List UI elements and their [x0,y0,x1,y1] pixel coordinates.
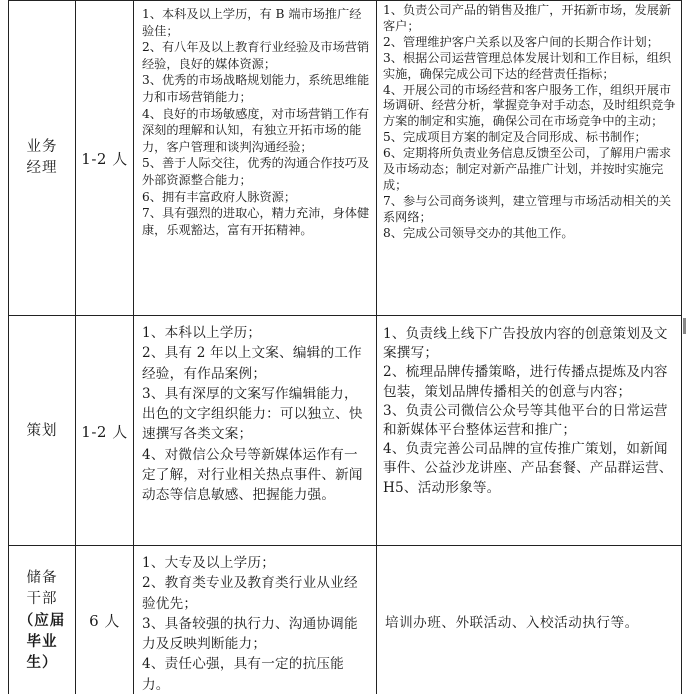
title-line: （应届 [18,612,66,629]
requirement-item: 6、拥有丰富政府人脉资源； [142,189,297,204]
requirement-item: 1、大专及以上学历； [142,555,275,571]
requirement-item: 7、具有强烈的进取心，精力充沛，身体健康，乐观豁达，富有开拓精神。 [142,206,370,237]
row-title-reserve-cadre [9,547,75,694]
requirement-item: 2、有八年及以上教育行业经验及市场营销经验，良好的媒体资源； [142,40,370,71]
headcount [76,547,133,694]
title-line: 策划 [26,422,58,439]
requirement-item: 4、责任心强，具有一定的抗压能力。 [142,656,344,693]
requirement-item: 3、具备较强的执行力、沟通协调能力及反映判断能力； [142,615,358,653]
duty-item: 2、管理维护客户关系以及客户间的长期合作计划； [383,34,659,49]
row-divider [8,545,682,546]
duties-cell [377,547,681,694]
headcount-value: 1-2 人 [81,149,128,168]
row-divider [8,0,682,1]
duty-item: 6、定期将所负责业务信息反馈至公司，了解用户需求及市场动态；制定对新产品推广计划，并按时实施完成； [383,146,672,192]
duty-item: 4、开展公司的市场经营和客户服务工作，组织开展市场调研、经营分析，掌握竞争对手动态，及时组织竞争方案的制定和实施，确保公司在市场竞争中的主动； [383,82,676,129]
title-line: 生） [26,654,58,671]
requirement-item: 4、良好的市场敏感度，对市场营销工作有深刻的理解和认知，有独立开拓市场的能力，客户管理和谈判沟通经验； [142,106,370,154]
row-title-planner [9,317,75,545]
headcount [76,317,133,545]
table-border-right [681,0,682,694]
requirements-cell [134,317,376,545]
duty-item: 2、梳理品牌传播策略，进行传播点提炼及内容包装，策划品牌传播相关的创意与内容； [383,364,668,400]
row-divider [8,315,682,316]
duty-item: 7、参与公司商务谈判，建立管理与市场活动相关的关系网络； [383,193,672,224]
title-line: 储备 [26,570,58,586]
duty-item: 8、完成公司领导交办的其他工作。 [383,225,574,240]
requirement-item: 1、本科以上学历； [142,325,262,341]
requirements-cell [134,2,376,314]
duty-item: 1、负责公司产品的销售及推广，开拓新市场，发展新客户； [383,3,672,33]
headcount-value: 6 人 [89,612,120,630]
duties-cell [377,2,681,314]
headcount [76,2,133,314]
requirement-item: 1、本科及以上学历，有 B 端市场推广经验佳； [142,7,362,38]
duty-item: 3、根据公司运营管理总体发展计划和工作目标，组织实施，确保完成公司下达的经营责任指标； [383,50,672,81]
duties-cell [377,317,681,545]
requirement-item: 3、具有深厚的文案写作编辑能力，出色的文字组织能力：可以独立、快速撰写各类文案； [142,385,363,443]
title-line: 业务 [26,139,58,155]
duty-item: 4、负责完善公司品牌的宣传推广策划，如新闻事件、公益沙龙讲座、产品套餐、产品群运营、H5、活动形象等。 [383,441,673,496]
duty-item: 5、完成项目方案的制定及合同形成、标书制作； [383,130,647,145]
duty-item: 3、负责公司微信公众号等其他平台的日常运营和新媒体平台整体运营和推广； [383,402,668,439]
duty-item: 培训办班、外联活动、入校活动执行等。 [385,614,639,631]
requirement-item: 3、优秀的市场战略规划能力，系统思维能力和市场营销能力； [142,73,370,104]
duty-item: 1、负责线上线下广告投放内容的创意策划及文案撰写； [383,326,668,362]
requirement-item: 4、对微信公众号等新媒体运作有一定了解，对行业相关热点事件、新闻动态等信息敏感、把握能力强。 [142,446,363,504]
title-line: 毕业 [26,633,58,650]
title-line: 干部 [26,591,58,607]
headcount-value: 1-2 人 [81,422,128,441]
requirement-item: 2、教育类专业及教育类行业从业经验优先； [142,575,358,612]
title-line: 经理 [26,160,58,176]
requirement-item: 2、具有 2 年以上文案、编辑的工作经验，有作品案例； [142,345,362,382]
requirement-item: 5、善于人际交往，优秀的沟通合作技巧及外部资源整合能力； [142,156,370,187]
requirements-cell [134,547,376,694]
row-title-business-manager [9,2,75,314]
